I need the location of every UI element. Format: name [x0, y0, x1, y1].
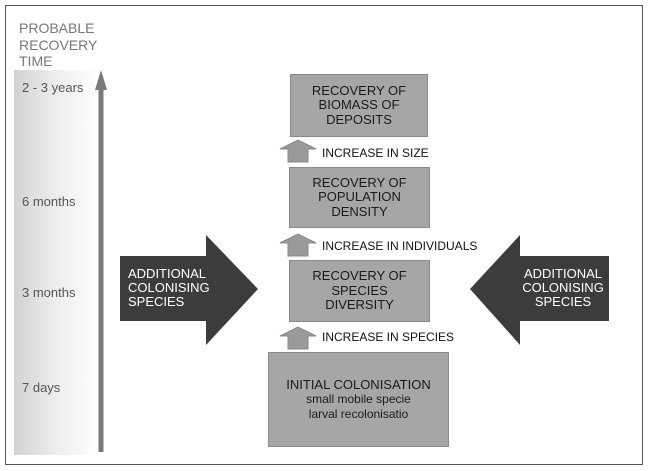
time-label-2-3-years: 2 - 3 years	[22, 80, 84, 95]
axis-title: PROBABLE RECOVERY TIME	[19, 20, 98, 69]
stage-diversity-label: RECOVERY OF SPECIES DIVERSITY	[312, 268, 407, 313]
stage-initial-box	[268, 352, 449, 447]
time-axis-arrowhead	[95, 70, 107, 90]
increase-size-label: INCREASE IN SIZE	[322, 146, 429, 160]
stage-initial-title: INITIAL COLONISATION	[286, 377, 431, 392]
stage-density-label: RECOVERY OF POPULATION DENSITY	[312, 174, 407, 219]
stage-diversity-box	[289, 260, 430, 322]
time-label-7-days: 7 days	[22, 380, 61, 395]
stage-biomass-box	[290, 74, 428, 137]
increase-individuals-label: INCREASE IN INDIVIDUALS	[322, 239, 478, 253]
right-colonising-label: ADDITIONAL COLONISING SPECIES	[522, 266, 604, 309]
increase-species-arrow	[280, 327, 316, 349]
left-colonising-label: ADDITIONAL COLONISING SPECIES	[128, 266, 210, 309]
increase-size-arrow	[280, 140, 316, 162]
increase-species-label: INCREASE IN SPECIES	[322, 330, 455, 344]
stage-initial-line2: larval recolonisatio	[308, 407, 409, 421]
time-label-6-months: 6 months	[22, 194, 76, 209]
stage-biomass-label: RECOVERY OF BIOMASS OF DEPOSITS	[311, 82, 407, 127]
time-label-3-months: 3 months	[22, 285, 76, 300]
increase-individuals-arrow	[280, 234, 316, 256]
stage-initial-line1: small mobile specie	[306, 392, 411, 406]
stage-density-box	[289, 167, 430, 228]
